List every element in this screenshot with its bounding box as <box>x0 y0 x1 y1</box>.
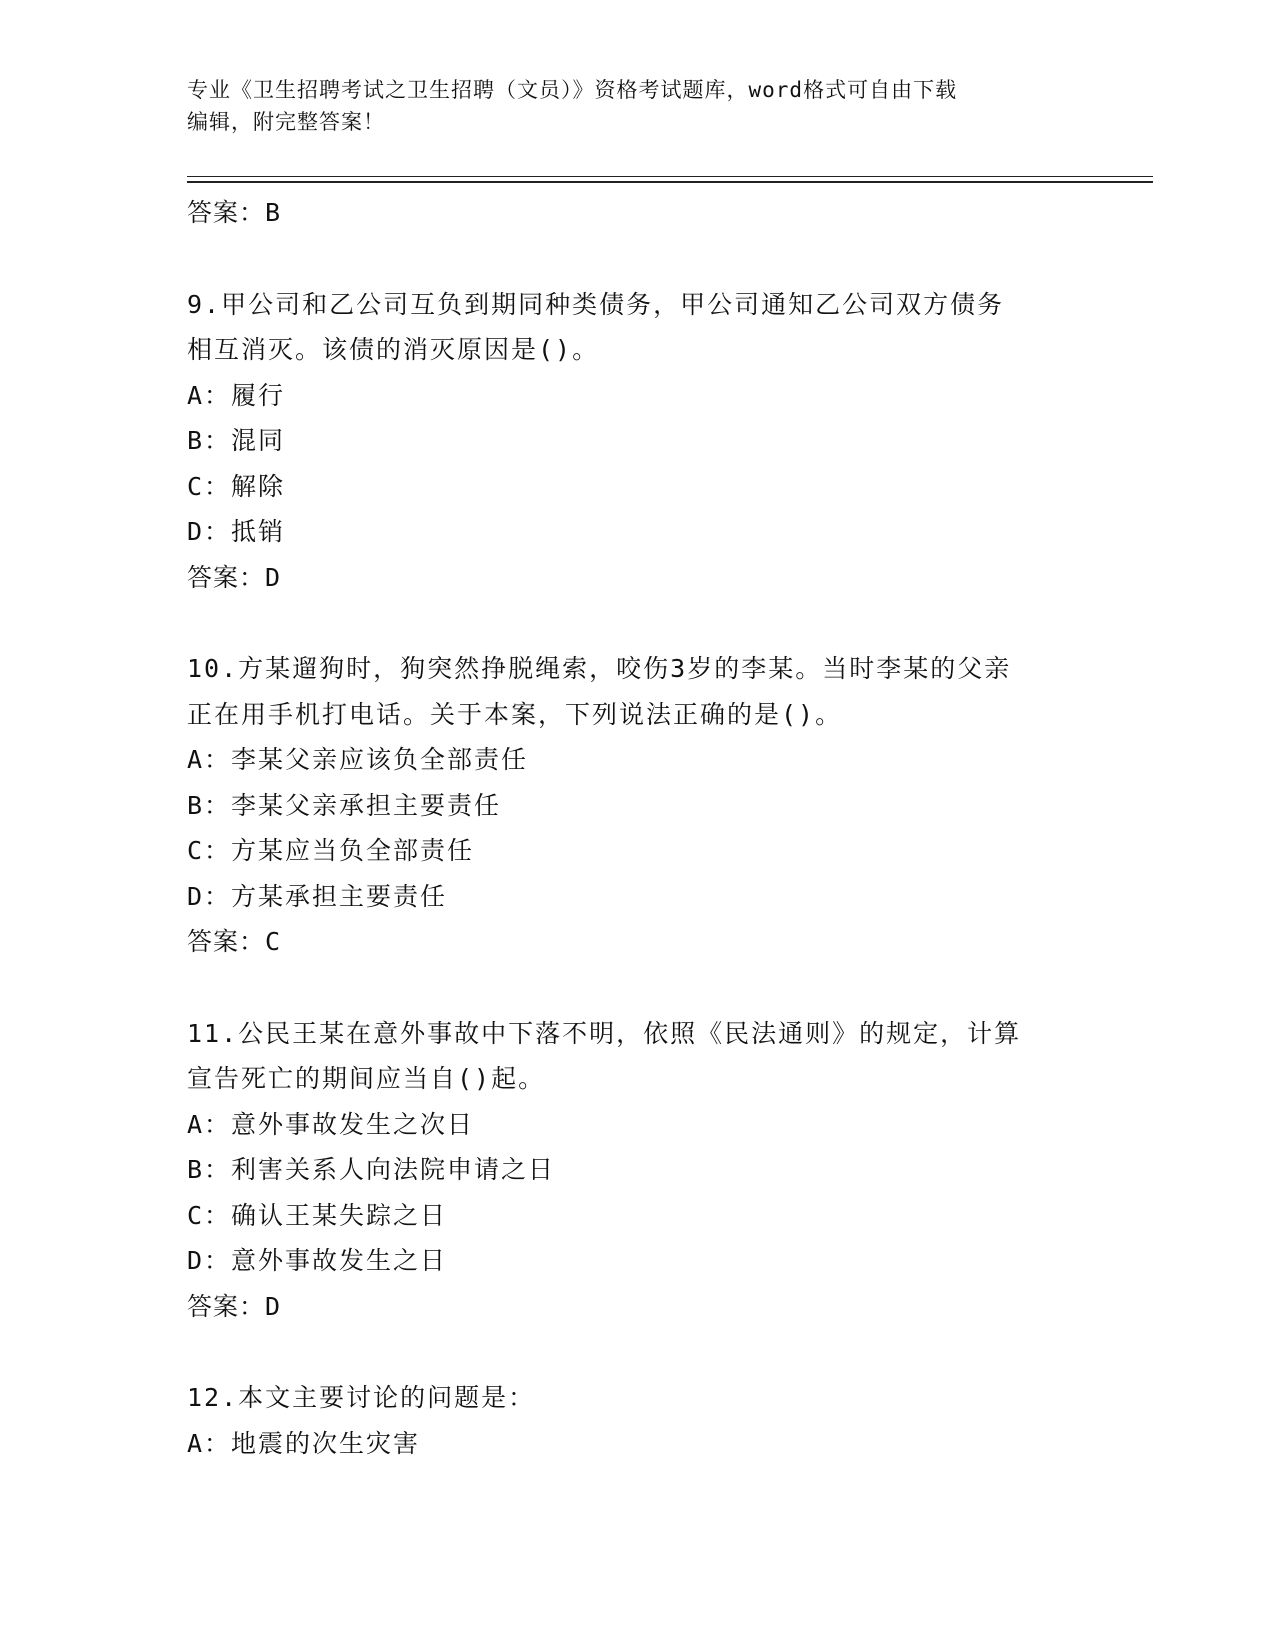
previous-answer: 答案：B <box>187 198 282 227</box>
question-stem: 宣告死亡的期间应当自()起。 <box>187 1064 546 1093</box>
question-stem: 12.本文主要讨论的问题是： <box>187 1383 536 1412</box>
header-line-2: 编辑，附完整答案！ <box>187 110 385 134</box>
option-b: B：混同 <box>187 426 286 455</box>
spacer <box>187 965 1087 1011</box>
document-header <box>187 74 1067 138</box>
question-stem: 9.甲公司和乙公司互负到期同种类债务，甲公司通知乙公司双方债务 <box>187 289 1005 319</box>
option-d: D：抵销 <box>187 517 286 546</box>
header-divider-thin <box>187 176 1153 177</box>
spacer <box>187 1329 1087 1375</box>
question-stem: 10.方某遛狗时，狗突然挣脱绳索，咬伤3岁的李某。当时李某的父亲 <box>187 654 1012 683</box>
question-9 <box>187 282 1087 601</box>
option-d: D：方某承担主要责任 <box>187 881 448 911</box>
option-b: B：利害关系人向法院申请之日 <box>187 1155 556 1184</box>
header-divider-thick <box>187 181 1153 183</box>
option-c: C：解除 <box>187 471 286 501</box>
option-a: A：履行 <box>187 380 286 410</box>
option-d: D：意外事故发生之日 <box>187 1246 448 1275</box>
question-11 <box>187 1011 1087 1330</box>
option-a: A：意外事故发生之次日 <box>187 1109 475 1139</box>
spacer <box>187 236 1087 282</box>
question-list <box>187 190 1087 1466</box>
header-line-1: 专业《卫生招聘考试之卫生招聘（文员）》资格考试题库，word格式可自由下载 <box>187 78 958 102</box>
option-b: B：李某父亲承担主要责任 <box>187 790 502 820</box>
question-stem: 正在用手机打电话。关于本案，下列说法正确的是()。 <box>187 699 843 729</box>
spacer <box>187 600 1087 646</box>
question-12 <box>187 1375 1087 1466</box>
question-stem: 相互消灭。该债的消灭原因是()。 <box>187 335 600 364</box>
question-stem: 11.公民王某在意外事故中下落不明，依照《民法通则》的规定，计算 <box>187 1018 1022 1048</box>
option-a: A：李某父亲应该负全部责任 <box>187 745 529 774</box>
option-c: C：方某应当负全部责任 <box>187 836 475 865</box>
option-a: A：地震的次生灾害 <box>187 1428 421 1458</box>
answer: 答案：C <box>187 927 282 956</box>
answer: 答案：D <box>187 1291 282 1321</box>
question-10 <box>187 646 1087 965</box>
option-c: C：确认王某失踪之日 <box>187 1200 448 1230</box>
answer: 答案：D <box>187 562 282 592</box>
